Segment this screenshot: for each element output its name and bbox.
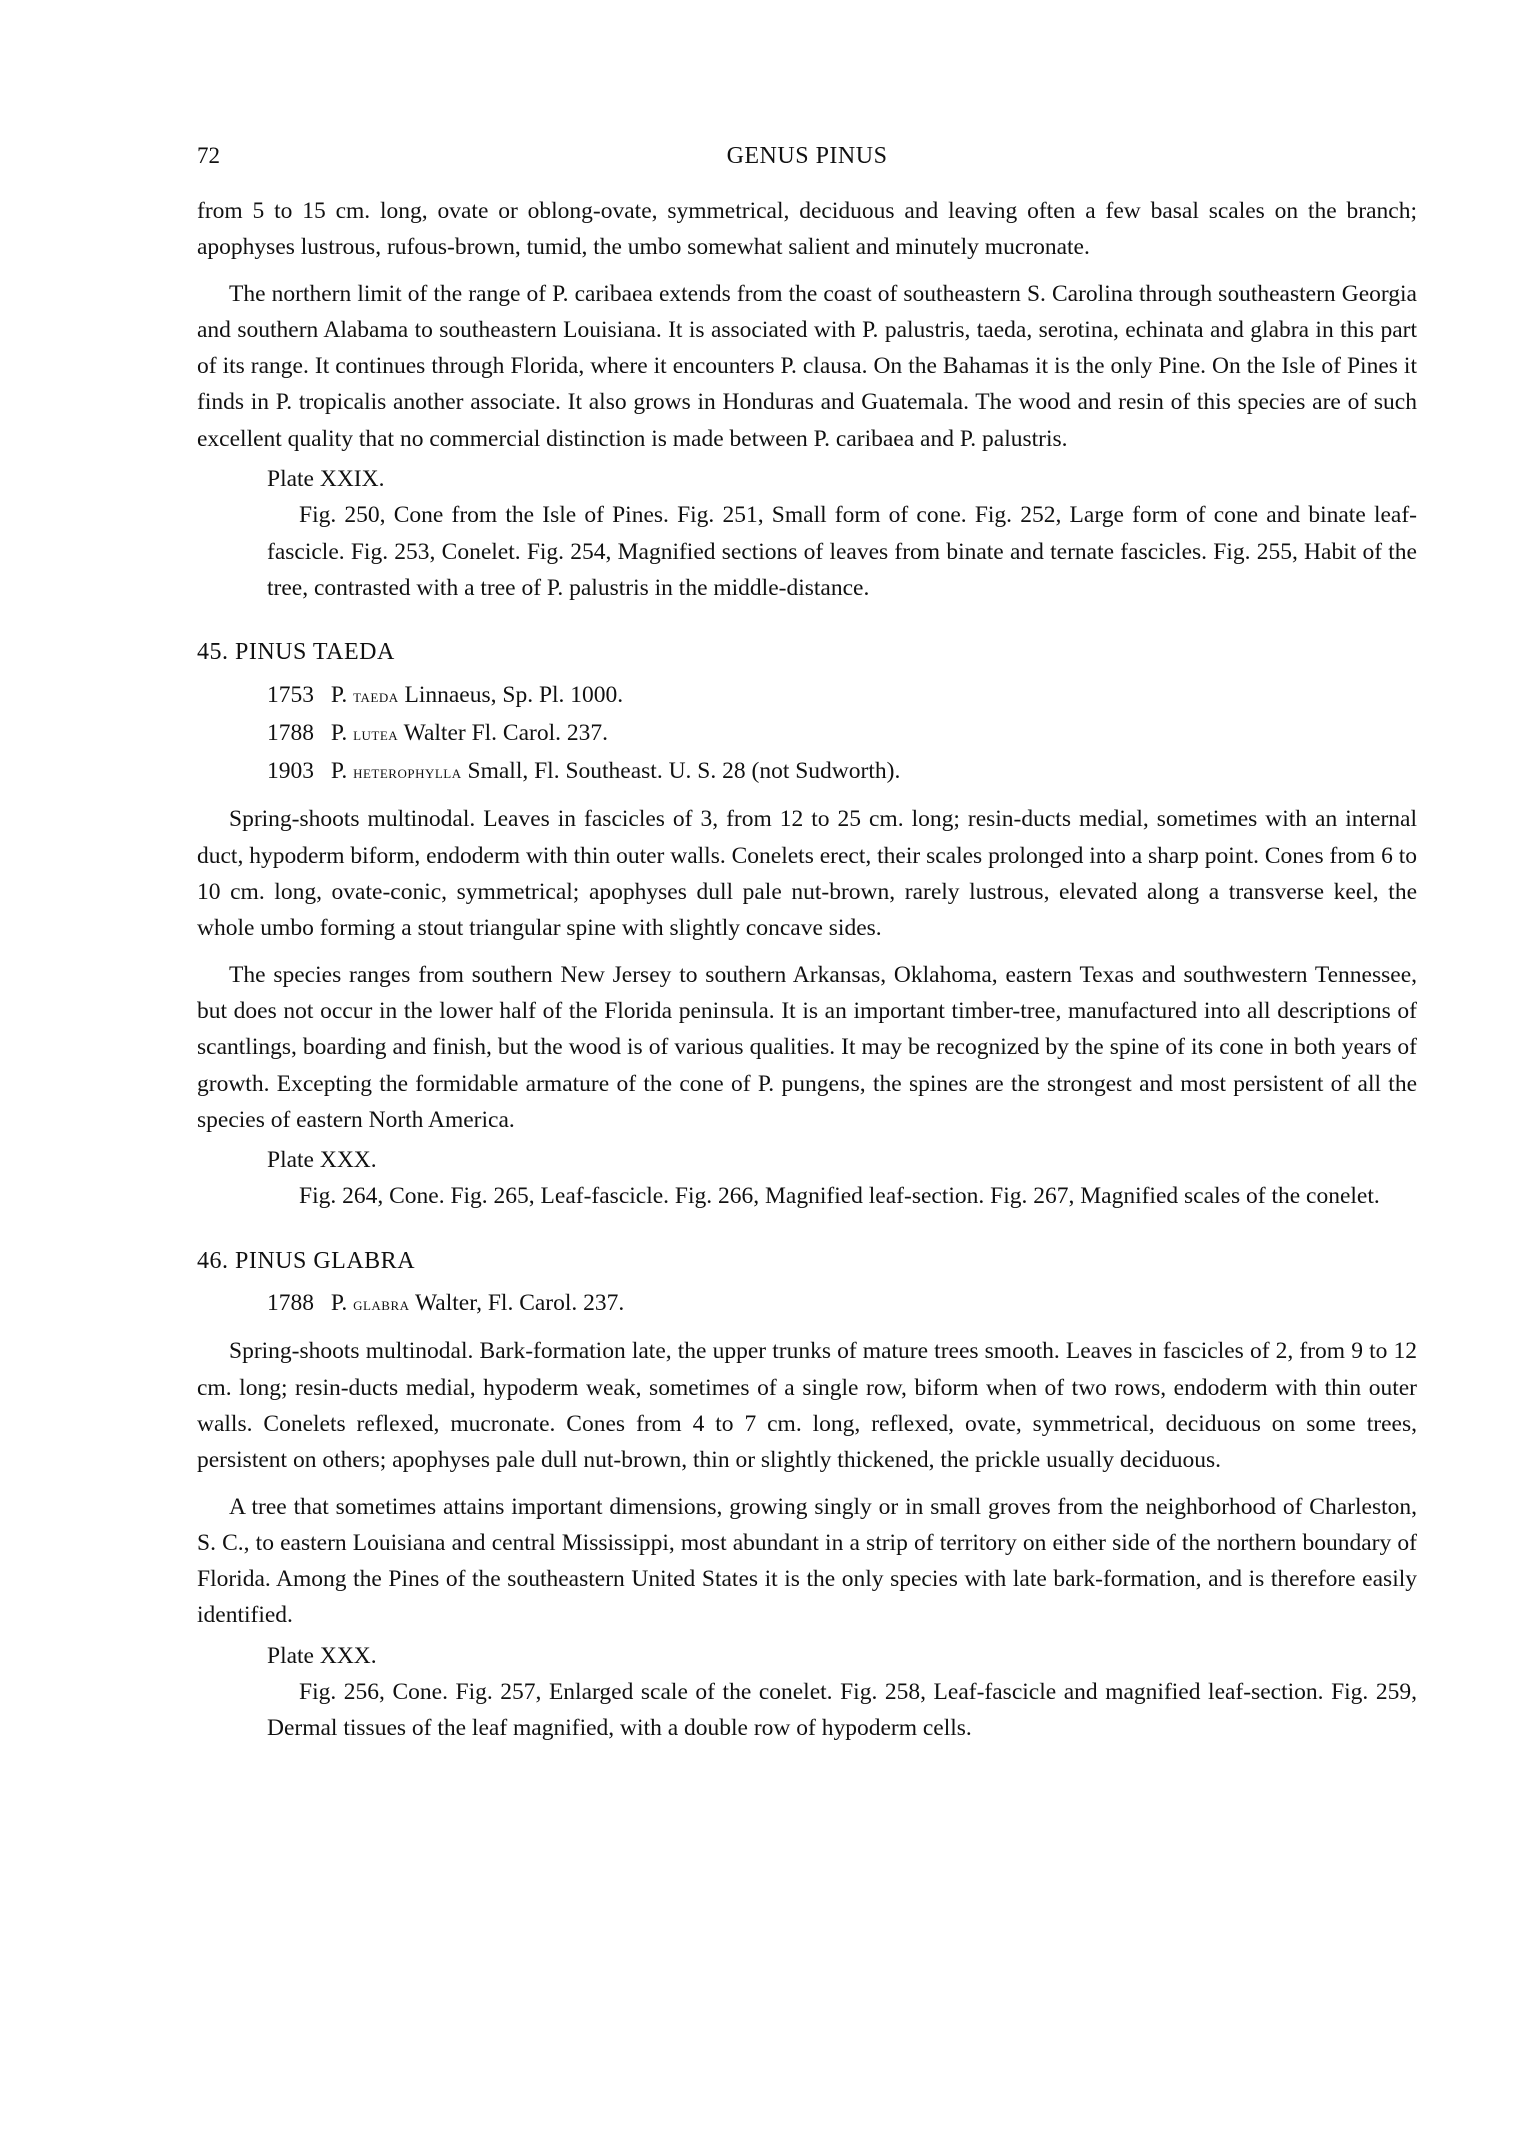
synonym-epithet: taeda xyxy=(353,685,399,707)
glabra-range: A tree that sometimes attains important dimensions, growing singly or in small groves from the neighborhood of Charleston, S. C., to eastern Louisiana and central Mississippi, most abundant in a strip of territory on either side of the northern boundary of Florida. Among the Pines of the southeastern United States it is the only species with late bark-formation, and is therefore easily identified. xyxy=(197,1493,1417,1629)
synonym-citation: Walter, Fl. Carol. 237. xyxy=(415,1290,625,1317)
page-number: 72 xyxy=(197,143,220,168)
synonym-year: 1903 xyxy=(267,758,314,785)
synonym-citation: Small, Fl. Southeast. U. S. 28 (not Sudworth). xyxy=(467,758,901,785)
synonym-citation: Linnaeus, Sp. Pl. 1000. xyxy=(404,681,624,708)
synonym-epithet: heterophylla xyxy=(353,762,462,784)
synonym-entry xyxy=(267,715,1417,753)
synonym-entry xyxy=(267,677,1417,715)
plate-30-figures: Fig. 264, Cone. Fig. 265, Leaf-fascicle. Fig. 266, Magnified leaf-section. Fig. 267, Magnified scales of the conelet. xyxy=(299,1183,1380,1210)
section-heading-glabra: 46. PINUS GLABRA xyxy=(197,1247,416,1274)
synonym-year: 1788 xyxy=(267,719,314,746)
running-head xyxy=(197,143,1417,173)
synonym-genus: P. xyxy=(330,1290,348,1317)
synonym-epithet: lutea xyxy=(353,723,399,745)
running-title: GENUS PINUS xyxy=(726,143,888,169)
glabra-plate-title: Plate XXX. xyxy=(267,1642,377,1669)
synonym-year: 1788 xyxy=(267,1290,314,1317)
synonym-entry xyxy=(267,753,1417,791)
synonym-entry xyxy=(267,1285,1417,1323)
glabra-description: Spring-shoots multinodal. Bark-formation late, the upper trunks of mature trees smooth. Leaves in fascicles of 2, from 9 to 12 cm. long; resin-ducts medial, hypoderm weak, sometimes of a single row, biform when of two rows, endoderm with thin outer walls. Conelets reflexed, mucronate. Cones from 4 to 7 cm. long, reflexed, ovate, symmetrical, deciduous on some trees, persistent on others; apophyses pale dull nut-brown, thin or slightly thickened, the prickle usually deciduous. xyxy=(197,1338,1417,1474)
taeda-range: The species ranges from southern New Jersey to southern Arkansas, Oklahoma, eastern Texas and southwestern Tennessee, but does not occur in the lower half of the Florida peninsula. It is an important timber-tree, manufactured into all descriptions of scantlings, boarding and finish, but the wood is of various qualities. It may be recognized by the spine of its cone in both years of growth. Excepting the formidable armature of the cone of P. pungens, the spines are the strongest and most persistent of all the species of eastern North America. xyxy=(197,961,1417,1133)
synonym-genus: P. xyxy=(330,758,348,785)
synonym-genus: P. xyxy=(330,719,348,746)
plate-29-title: Plate XXIX. xyxy=(267,466,385,493)
body-text xyxy=(197,193,1417,1747)
taeda-description: Spring-shoots multinodal. Leaves in fascicles of 3, from 12 to 25 cm. long; resin-ducts medial, sometimes with an internal duct, hypoderm biform, endoderm with thin outer walls. Conelets erect, their scales prolonged into a sharp point. Cones from 6 to 10 cm. long, ovate-conic, symmetrical; apophyses dull pale nut-brown, rarely lustrous, elevated along a transverse keel, the whole umbo forming a stout triangular spine with slightly concave sides. xyxy=(197,806,1417,942)
plate-30-title: Plate XXX. xyxy=(267,1147,377,1174)
glabra-plate-figures: Fig. 256, Cone. Fig. 257, Enlarged scale of the conelet. Fig. 258, Leaf-fascicle and magnified leaf-section. Fig. 259, Dermal tissues of the leaf magnified, with a double row of hypoderm cells. xyxy=(267,1678,1417,1742)
synonym-genus: P. xyxy=(330,681,348,708)
section-heading-taeda: 45. PINUS TAEDA xyxy=(197,639,395,666)
synonym-year: 1753 xyxy=(267,681,314,708)
plate-29-figures: Fig. 250, Cone from the Isle of Pines. Fig. 251, Small form of cone. Fig. 252, Large form of cone and binate leaf-fascicle. Fig. 253, Conelet. Fig. 254, Magnified sections of leaves from binate and ternate fascicles. Fig. 255, Habit of the tree, contrasted with a tree of P. palustris in the middle-distance. xyxy=(267,502,1417,601)
synonym-citation: Walter Fl. Carol. 237. xyxy=(403,719,609,746)
caribaea-range-paragraph: The northern limit of the range of P. caribaea extends from the coast of southeastern S. Carolina through southeastern Georgia and southern Alabama to southeastern Louisiana. It is associated with P. palustris, taeda, serotina, echinata and glabra in this part of its range. It continues through Florida, where it encounters P. clausa. On the Bahamas it is the only Pine. On the Isle of Pines it finds in P. tropicalis another associate. It also grows in Honduras and Guatemala. The wood and resin of this species are of such excellent quality that no commercial distinction is made between P. caribaea and P. palustris. xyxy=(197,280,1417,452)
synonym-epithet: glabra xyxy=(353,1294,410,1316)
continuation-paragraph: from 5 to 15 cm. long, ovate or oblong-ovate, symmetrical, deciduous and leaving often a few basal scales on the branch; apophyses lustrous, rufous-brown, tumid, the umbo somewhat salient and minutely mucronate. xyxy=(197,198,1417,261)
